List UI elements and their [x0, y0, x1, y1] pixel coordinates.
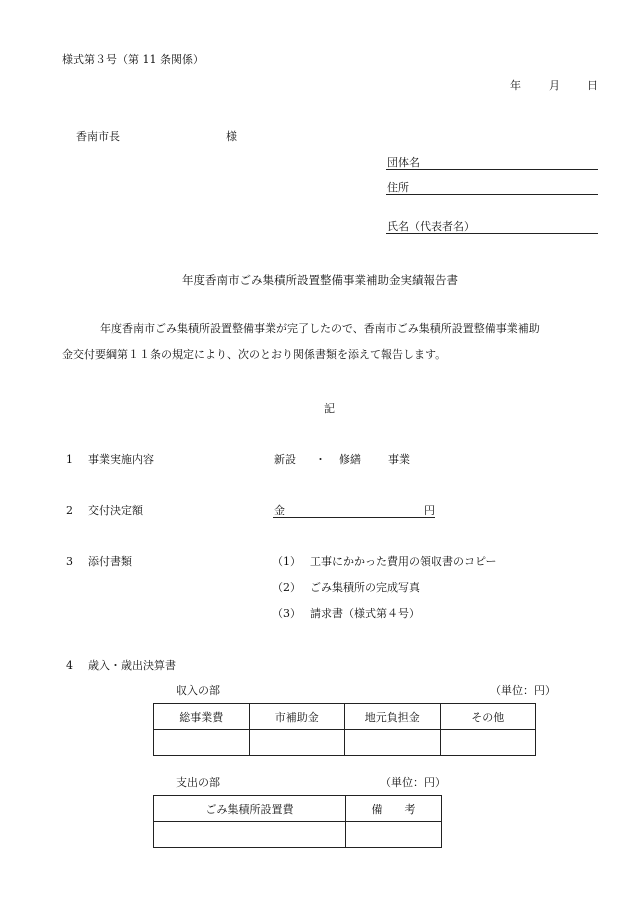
date-month-label: 月 [549, 79, 560, 92]
income-total-cell[interactable] [154, 730, 250, 756]
expense-header-installation-cost: ごみ集積所設置費 [154, 796, 346, 822]
income-header-city-subsidy: 市補助金 [249, 704, 345, 730]
item-4-label: 歳入・歳出決算書 [88, 659, 176, 672]
option-separator: ・ [315, 453, 326, 466]
income-value-row [154, 730, 536, 756]
item-2-number: 2 [66, 504, 73, 517]
date-year-label: 年 [510, 79, 521, 92]
item-1-number: 1 [66, 453, 73, 466]
item-2-label: 交付決定額 [88, 504, 143, 517]
income-local-burden-cell[interactable] [345, 730, 441, 756]
doc-3-number: （3） [272, 607, 301, 620]
doc-1-number: （1） [272, 555, 301, 568]
addressee-name: 香南市長 [76, 130, 120, 143]
item-1-suffix: 事業 [388, 453, 410, 466]
amount-prefix: 金 [274, 504, 285, 517]
expense-table [153, 795, 442, 848]
body-line-1: 年度香南市ごみ集積所設置整備事業が完了したので、香南市ごみ集積所設置整備事業補助 [100, 322, 540, 335]
income-header-other: その他 [440, 704, 536, 730]
representative-name-field[interactable] [386, 233, 598, 234]
form-number: 様式第３号（第 11 条関係） [62, 53, 204, 66]
income-header-row [154, 704, 536, 730]
address-field[interactable] [386, 194, 598, 195]
expense-value-row [154, 822, 442, 848]
income-unit: （単位：円） [490, 684, 556, 697]
option-new-installation[interactable]: 新設 [274, 453, 296, 466]
doc-3-text: 請求書（様式第４号） [310, 607, 420, 620]
doc-2-number: （2） [272, 581, 301, 594]
expense-caption: 支出の部 [176, 776, 220, 789]
expense-header-remarks: 備 考 [346, 796, 442, 822]
income-table [153, 703, 536, 756]
ki-marker: 記 [324, 402, 335, 415]
expense-unit: （単位：円） [380, 776, 446, 789]
income-header-total: 総事業費 [154, 704, 250, 730]
item-3-number: 3 [66, 555, 73, 568]
income-header-local-burden: 地元負担金 [345, 704, 441, 730]
date-day-label: 日 [587, 79, 598, 92]
grant-amount-field[interactable] [273, 517, 435, 518]
expense-header-row [154, 796, 442, 822]
representative-name-label: 氏名（代表者名） [387, 220, 475, 233]
doc-2-text: ごみ集積所の完成写真 [310, 581, 420, 594]
addressee-honorific: 様 [226, 130, 237, 143]
item-3-label: 添付書類 [88, 555, 132, 568]
expense-remarks-cell[interactable] [346, 822, 442, 848]
option-repair[interactable]: 修繕 [339, 453, 361, 466]
doc-1-text: 工事にかかった費用の領収書のコピー [310, 555, 497, 568]
income-other-cell[interactable] [440, 730, 536, 756]
address-label: 住所 [387, 181, 409, 194]
income-caption: 収入の部 [176, 684, 220, 697]
item-1-label: 事業実施内容 [88, 453, 154, 466]
group-name-field[interactable] [386, 169, 598, 170]
expense-installation-cost-cell[interactable] [154, 822, 346, 848]
amount-suffix: 円 [424, 504, 435, 517]
income-city-subsidy-cell[interactable] [249, 730, 345, 756]
item-4-number: 4 [66, 659, 73, 672]
body-line-2: 金交付要綱第１１条の規定により、次のとおり関係書類を添えて報告します。 [62, 348, 447, 361]
document-title: 年度香南市ごみ集積所設置整備事業補助金実績報告書 [182, 273, 458, 287]
group-name-label: 団体名 [387, 156, 420, 169]
